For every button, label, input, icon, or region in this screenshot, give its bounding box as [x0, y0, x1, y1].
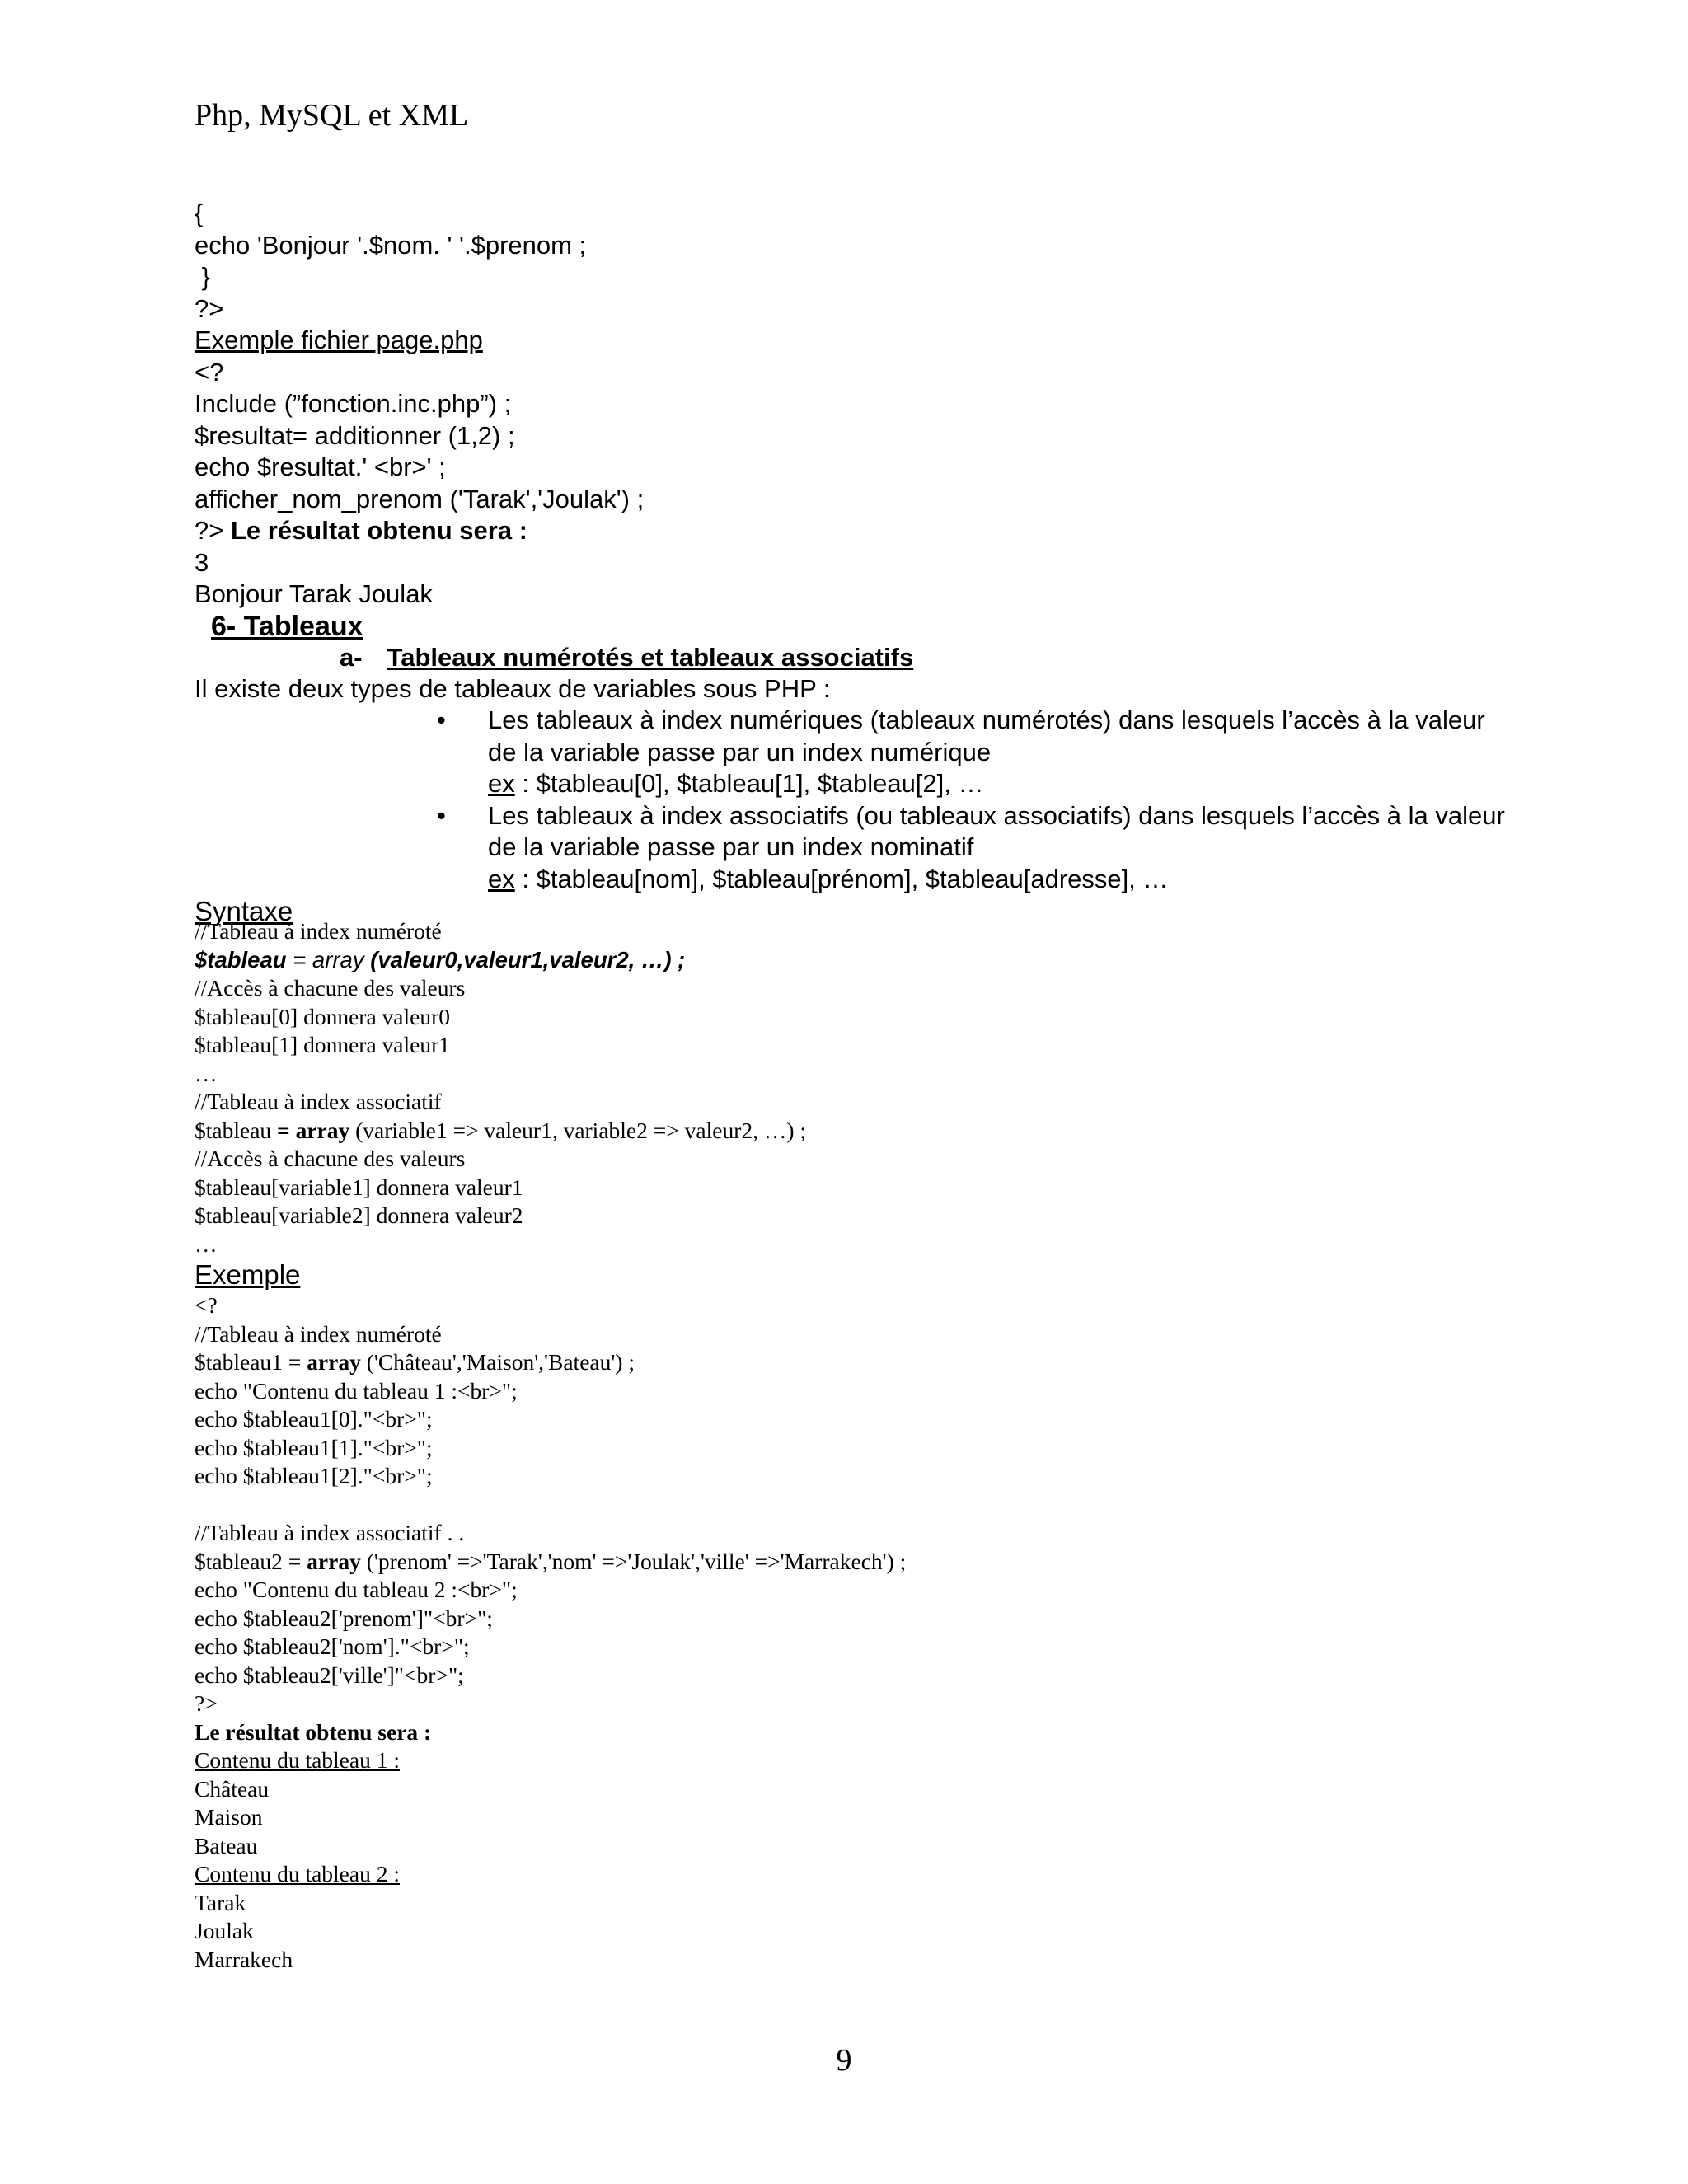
bullet-item — [437, 705, 1518, 800]
page-number: 9 — [836, 2043, 852, 2078]
example-heading: Exemple — [195, 1259, 301, 1290]
code-line: echo $resultat.' <br>' ; — [195, 452, 446, 481]
section-heading-tableaux: 6- Tableaux — [211, 610, 363, 642]
code-line: $tableau[variable1] donnera valeur1 — [195, 1174, 523, 1200]
code-line: ?> — [195, 1690, 218, 1716]
code-comment: //Tableau à index associatif — [195, 1089, 442, 1114]
result-label: Le résultat obtenu sera : — [230, 516, 528, 545]
result-item: Tarak — [195, 1889, 246, 1915]
code-line: echo $tableau1[1]."<br>"; — [195, 1434, 433, 1460]
ellipsis: … — [195, 1230, 218, 1257]
code-comment: //Accès à chacune des valeurs — [195, 975, 466, 1001]
subsection-title: Tableaux numérotés et tableaux associatifs — [387, 642, 914, 672]
code-line — [195, 946, 1513, 975]
code-line: echo "Contenu du tableau 2 :<br>"; — [195, 1577, 518, 1602]
code-line: echo $tableau2['nom']."<br>"; — [195, 1633, 470, 1659]
code-line: afficher_nom_prenom ('Tarak','Joulak') ; — [195, 484, 645, 513]
result-output: 3 — [195, 547, 209, 577]
bullet-text: Les tableaux à index associatifs (ou tableaux associatifs) dans lesquels l’accès à la valeur de la variable passe par un index nominatif — [488, 800, 1505, 861]
code-args: ('Château','Maison','Bateau') ; — [360, 1349, 635, 1375]
code-line: <? — [195, 1292, 218, 1318]
code-var: $tableau2 = — [195, 1548, 307, 1574]
code-line: echo $tableau1[2]."<br>"; — [195, 1463, 433, 1488]
code-var: $tableau1 = — [195, 1349, 307, 1375]
code-var: $tableau — [195, 1117, 278, 1143]
example-abbrev: ex — [488, 769, 515, 798]
code-line: echo $tableau2['prenom']"<br>"; — [195, 1605, 493, 1631]
bullet-list — [437, 705, 1518, 895]
result-table1-header: Contenu du tableau 1 : — [195, 1747, 400, 1773]
code-line: echo 'Bonjour '.$nom. ' '.$prenom ; — [195, 230, 587, 260]
code-line: $tableau[1] donnera valeur1 — [195, 1032, 450, 1057]
code-line — [195, 1348, 1513, 1377]
code-eq: = — [286, 946, 312, 972]
code-line: $tableau[0] donnera valeur0 — [195, 1003, 450, 1029]
code-line — [195, 1548, 1513, 1577]
code-comment: //Tableau à index numéroté — [195, 1320, 442, 1347]
code-var: $tableau — [195, 946, 287, 972]
code-line: { — [195, 199, 204, 227]
result-item: Marrakech — [195, 1946, 293, 1972]
result-label: Le résultat obtenu sera : — [195, 1718, 432, 1745]
bullet-text: Les tableaux à index numériques (tableaux numérotés) dans lesquels l’accès à la valeur de la variable passe par un index numérique — [488, 705, 1485, 766]
subsection-label: a- — [340, 642, 363, 672]
result-item: Bateau — [195, 1832, 258, 1858]
example-abbrev: ex — [488, 864, 515, 893]
ellipsis: … — [195, 1060, 218, 1086]
code-line: Include (”fonction.inc.php”) ; — [195, 389, 512, 418]
code-line: echo "Contenu du tableau 1 :<br>"; — [195, 1377, 518, 1404]
code-line: ?> — [195, 293, 224, 323]
example-text: : $tableau[0], $tableau[1], $tableau[2], … — [514, 769, 984, 798]
result-item: Joulak — [195, 1918, 254, 1943]
code-args: (variable1 => valeur1, variable2 => valeur2, …) ; — [349, 1117, 807, 1143]
code-comment: //Tableau à index associatif . . — [195, 1520, 465, 1545]
blank-line — [195, 1491, 1513, 1520]
code-line: echo $tableau2['ville']"<br>"; — [195, 1661, 464, 1688]
result-table2-header: Contenu du tableau 2 : — [195, 1861, 400, 1886]
bullet-example — [488, 768, 1518, 800]
php-function-section — [195, 198, 1513, 928]
result-item: Château — [195, 1775, 270, 1802]
code-keyword: = array — [277, 1117, 350, 1143]
code-line — [195, 1117, 1513, 1146]
code-line: $resultat= additionner (1,2) ; — [195, 420, 515, 450]
code-line: $tableau[variable2] donnera valeur2 — [195, 1202, 523, 1228]
result-item: Maison — [195, 1804, 263, 1830]
code-comment: //Accès à chacune des valeurs — [195, 1146, 466, 1171]
result-line — [195, 515, 1513, 547]
code-args: ('prenom' =>'Tarak','nom' =>'Joulak','ville' =>'Marrakech') ; — [360, 1548, 907, 1574]
intro-text: Il existe deux types de tableaux de variables sous PHP : — [195, 673, 831, 703]
code-comment: //Tableau à index numéroté — [195, 918, 442, 944]
result-output: Bonjour Tarak Joulak — [195, 579, 433, 608]
php-close-tag: ?> — [195, 516, 231, 545]
code-args: (valeur0,valeur1,valeur2, …) ; — [363, 946, 686, 972]
subsection-heading — [340, 642, 1513, 673]
bullet-item — [437, 800, 1518, 896]
syntax-heading: Syntaxe — [195, 896, 293, 926]
bullet-example — [488, 864, 1518, 896]
code-line: echo $tableau1[0]."<br>"; — [195, 1406, 433, 1432]
code-line: } — [195, 262, 210, 291]
code-keyword: array — [307, 1349, 361, 1375]
bullet-icon: • — [437, 705, 446, 734]
code-keyword: array — [307, 1548, 361, 1574]
syntax-and-example-section — [195, 917, 1513, 1974]
page-header: Php, MySQL et XML — [195, 98, 469, 133]
code-keyword: array — [312, 946, 364, 972]
example-file-heading: Exemple fichier page.php — [195, 326, 483, 354]
code-line: <? — [195, 357, 224, 387]
example-text: : $tableau[nom], $tableau[prénom], $tableau[adresse], … — [514, 864, 1169, 893]
bullet-icon: • — [437, 800, 446, 830]
